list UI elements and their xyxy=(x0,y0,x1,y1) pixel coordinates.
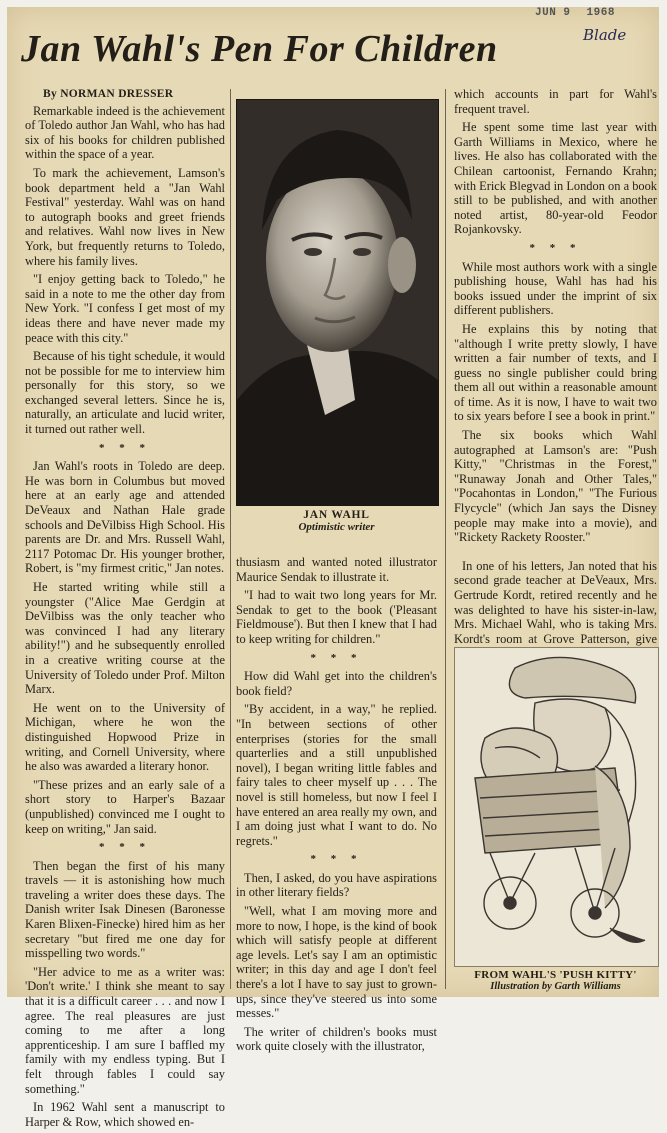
portrait-illustration xyxy=(237,100,438,505)
paragraph: Then, I asked, do you have aspirations in other literary fields? xyxy=(236,870,437,900)
paragraph: Because of his tight schedule, it would not be possible for me to interview him personally for this story, so we exchanged several letters. Since he is, naturally, an articulate and lucid writer, it turned out rather well. xyxy=(25,349,225,437)
paragraph: He explains this by noting that "although I write pretty slowly, I have written a fair number of texts, and I guess no single publisher could bring them all out within a reasonable amount of time. As it is now, I have to wait two to six years before I see a book in print." xyxy=(454,321,657,424)
paragraph: thusiasm and wanted noted illustrator Maurice Sendak to illustrate it. xyxy=(236,555,437,584)
paragraph: "These prizes and an early sale of a short story to Harper's Bazaar (unpublished) convinced me I ought to keep on writing," Jan said. xyxy=(25,777,225,836)
illustration-caption xyxy=(454,969,657,992)
photo-caption-name: JAN WAHL xyxy=(303,509,370,521)
paragraph: He went on to the University of Michigan, where he won the distinguished Hopwood Prize in writing, and Cornell University, where he also was awarded a literary honor. xyxy=(25,700,225,774)
article-column-3 xyxy=(454,87,657,713)
paragraph: He spent some time last year with Garth Williams in Mexico, where he lives. He also has collaborated with the Chilean cartoonist, Fernando Krahn; with Erick Blegvad in London on a book still to be published, and with another noted artist, 80-year-old Feodor Rojankovsky. xyxy=(454,120,657,237)
section-break: * * * xyxy=(99,441,151,454)
illustration-caption-title: FROM WAHL'S 'PUSH KITTY' xyxy=(474,969,637,981)
paragraph: Jan Wahl's roots in Toledo are deep. He was born in Columbus but moved here at an early age and attended DeVeaux and Nathan Hale grade schools and DeVilbiss High School. His parents are Dr. and Mrs. Russell Wahl, 2117 Potomac Dr. His younger brother, Robert, is "my firmest critic," Jan notes. xyxy=(25,459,225,576)
section-break: * * * xyxy=(310,853,363,866)
paragraph: To mark the achievement, Lamson's book department held a "Jan Wahl Festival" yesterday. Wahl was on hand to autograph books and greet friends and relatives. Wahl now lives in New York, but frequently returns to Toledo, where his family lives. xyxy=(25,165,225,268)
headline: Jan Wahl's Pen For Children xyxy=(21,28,498,70)
paragraph: "Well, what I am moving more and more to now, I hope, is the kind of book which will satisfy people at different age levels. Let's say I am an optimistic writer; in this day and age I don't feel there's a lot I have to say just to grown-ups, since they've steered us into some messes." xyxy=(236,904,437,1021)
author-photo xyxy=(236,99,439,506)
paragraph: Remarkable indeed is the achievement of Toledo author Jan Wahl, who has had six of his books for children published within the space of a year. xyxy=(25,103,225,162)
stamp-date: JUN 9 xyxy=(535,7,571,19)
paragraph: In 1962 Wahl sent a manuscript to Harper & Row, which showed en- xyxy=(25,1100,225,1129)
push-kitty-illustration xyxy=(454,647,659,967)
paragraph: The six books which Wahl autographed at Lamson's are: "Push Kitty," "Christmas in the Forest," "Runaway Jonah and Other Tales," "Pocahontas in London," "The Furious Flycycle" (which Jan says the Disney people may make into a movie), and "Rickety Rackety Rooster." xyxy=(454,428,657,545)
paragraph: How did Wahl get into the children's book field? xyxy=(236,669,437,698)
paragraph: "Her advice to me as a writer was: 'Don't write.' I think she meant to say that it is a difficult career . . . and now I agree. The real pleasures are just coming to me after a long apprenticeship. I am sure I baffled my family with my endless typing. But I felt through fables I could say something." xyxy=(25,964,225,1096)
paragraph: "I enjoy getting back to Toledo," he said in a note to me the other day from New York. "I confess I get most of my ideas there and have never made my peace with this city." xyxy=(25,272,225,345)
paragraph: In one of his letters, Jan noted that his second grade teacher at DeVeaux, Mrs. Gertrude Kordt, retired recently and he was delighted to have his sister-in-law, Mrs. Michael Wahl, who is taking Mrs. Kordt's room at Grove Patterson, give xyxy=(454,558,657,646)
girl-with-pram-drawing xyxy=(455,648,658,966)
date-stamp xyxy=(535,7,615,19)
paragraph: The writer of children's books must work quite closely with the illustrator, xyxy=(236,1024,437,1054)
section-break: * * * xyxy=(310,651,363,664)
column-rule xyxy=(445,89,446,989)
paragraph: Then began the first of his many travels — it is astonishing how much traveling a writer does these days. The Danish writer Isak Dinesen (Baronesse Karen Blixen-Finecke) hired him as her secretary "but fired me one day for misspelling two words." xyxy=(25,858,225,961)
section-break: * * * xyxy=(99,841,151,854)
photo-caption xyxy=(236,509,437,533)
paragraph: "I had to wait two long years for Mr. Sendak to get to the book ('Pleasant Fieldmouse'). But then I knew that I had to keep writing for children." xyxy=(236,588,437,646)
article-column-2 xyxy=(236,555,437,1058)
illustration-caption-credit: Illustration by Garth Williams xyxy=(490,981,621,992)
paragraph: which accounts in part for Wahl's frequent travel. xyxy=(454,87,657,116)
paragraph: "By accident, in a way," he replied. "In between sections of other enterprises (stories for the small quarterlies and a still unpublished novel), I began writing little fables and fairy tales to cheer myself up . . . The novel is still homeless, but now I feel I have entered an area really my own, and I am doing just what I want to do. No regrets." xyxy=(236,702,437,848)
byline: By NORMAN DRESSER xyxy=(43,88,174,100)
paragraph: While most authors work with a single publishing house, Wahl has had his books issued under the imprint of six different publishers. xyxy=(454,259,657,318)
photo-caption-subtitle: Optimistic writer xyxy=(298,521,375,533)
section-break: * * * xyxy=(529,241,582,254)
newspaper-clipping xyxy=(7,7,659,1129)
paragraph: He started writing while still a youngster ("Alice Mae Gerdgin at DeVilbiss was the only teacher who was convinced I had any literary ability!") and he subsequently enrolled in a creative writing course at the University of Toledo under Prof. Milton Marx. xyxy=(25,580,225,697)
article-column-1 xyxy=(25,87,225,1133)
column-rule xyxy=(230,89,231,989)
stamp-year: 1968 xyxy=(586,7,615,19)
handwritten-source: Blade xyxy=(583,26,627,44)
